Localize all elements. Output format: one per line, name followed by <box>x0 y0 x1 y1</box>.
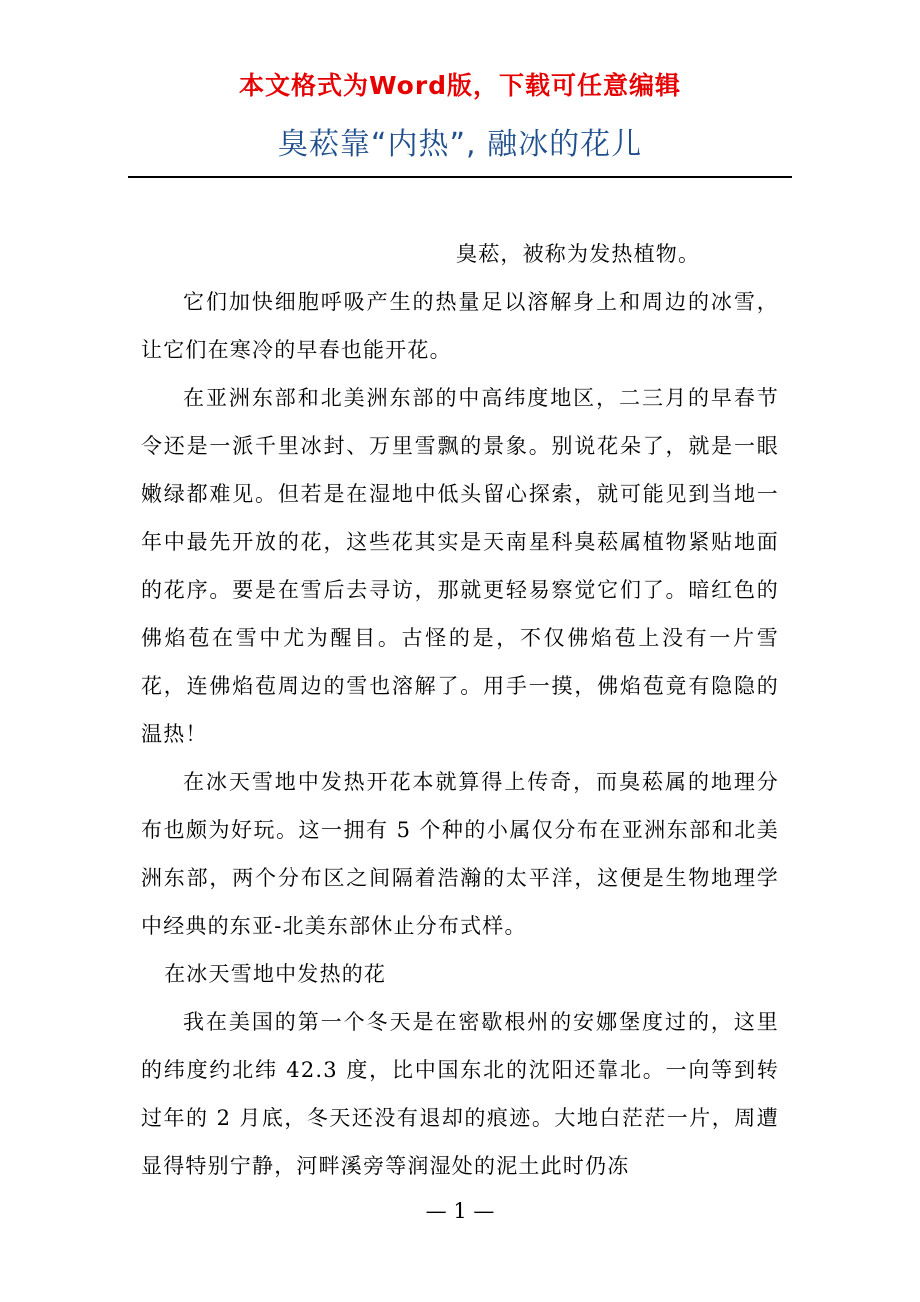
page-number: — 1 — <box>425 1199 495 1223</box>
article-body <box>141 230 779 1190</box>
paragraph: 它们加快细胞呼吸产生的热量足以溶解身上和周边的冰雪，让它们在寒冷的早春也能开花。 <box>141 290 779 362</box>
title-divider <box>128 176 792 178</box>
paragraph: 在冰天雪地中发热开花本就算得上传奇，而臭菘属的地理分布也颇为好玩。这一拥有 5 个种的小属仅分布在亚洲东部和北美洲东部，两个分布区之间隔着浩瀚的太平洋，这便是生物地理学中经典的东亚-北美东部休止分布式样。 <box>141 770 779 938</box>
article-title: 臭菘靠“内热”, 融冰的花儿 <box>277 127 643 162</box>
format-notice: 本文格式为Word版，下载可任意编辑 <box>238 71 682 100</box>
paragraph: 在亚洲东部和北美洲东部的中高纬度地区，二三月的早春节令还是一派千里冰封、万里雪飘的景象。别说花朵了，就是一眼嫩绿都难见。但若是在湿地中低头留心探索，就可能见到当地一年中最先开放的花，这些花其实是天南星科臭菘属植物紧贴地面的花序。要是在雪后去寻访，那就更轻易察觉它们了。暗红色的佛焰苞在雪中尤为醒目。古怪的是，不仅佛焰苞上没有一片雪花，连佛焰苞周边的雪也溶解了。用手一摸，佛焰苞竟有隐隐的温热！ <box>141 386 779 746</box>
paragraph: 我在美国的第一个冬天是在密歇根州的安娜堡度过的，这里的纬度约北纬 42.3 度，比中国东北的沈阳还靠北。一向等到转过年的 2 月底，冬天还没有退却的痕迹。大地白茫茫一片，周遭显得特别宁静，河畔溪旁等润湿处的泥土此时仍冻 <box>141 1010 779 1178</box>
section-heading: 在冰天雪地中发热的花 <box>164 962 387 986</box>
paragraph-intro: 臭菘，被称为发热植物。 <box>456 242 701 266</box>
